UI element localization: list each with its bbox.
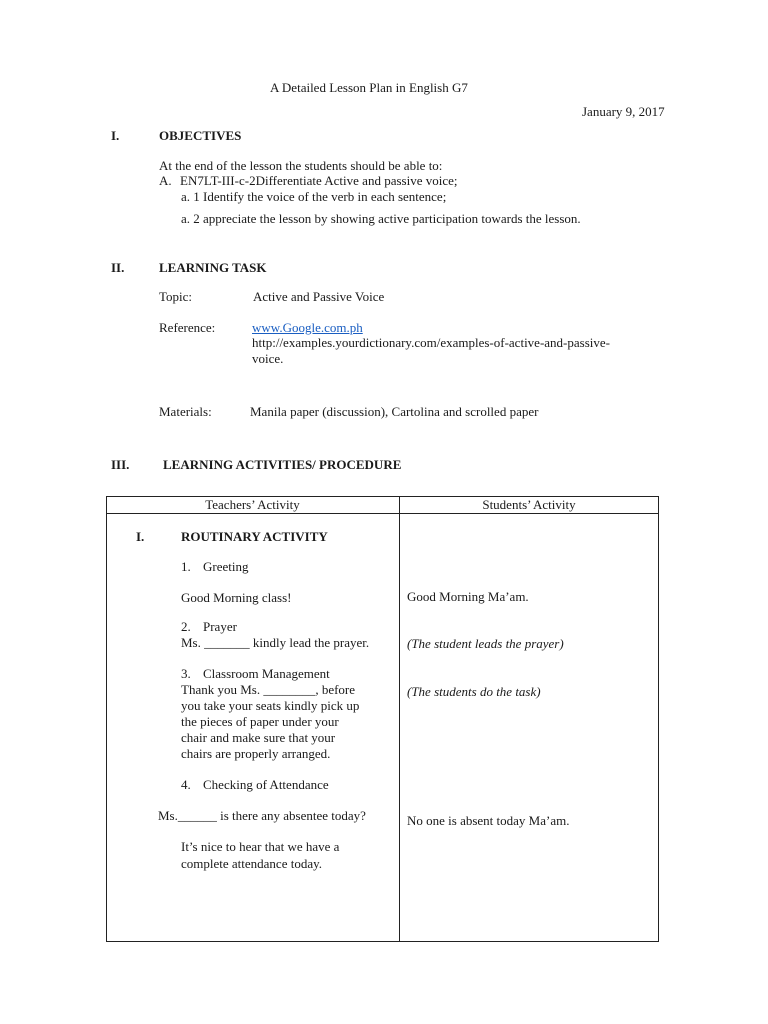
topic-label: Topic:: [159, 289, 193, 304]
management-line-5: chairs are properly arranged.: [181, 746, 331, 761]
objective-a-label: A.: [159, 173, 172, 188]
objectives-heading: OBJECTIVES: [159, 128, 242, 143]
table-border-left: [106, 496, 107, 942]
materials-value: Manila paper (discussion), Cartolina and scrolled paper: [250, 404, 539, 419]
routinary-number: I.: [136, 529, 145, 544]
prayer-number: 2.: [181, 619, 191, 634]
routinary-heading: ROUTINARY ACTIVITY: [181, 529, 328, 544]
attendance-label: Checking of Attendance: [203, 777, 329, 792]
prayer-teacher-line: Ms. _______ kindly lead the prayer.: [181, 635, 370, 650]
objective-sub-2: a. 2 appreciate the lesson by showing active participation towards the lesson.: [181, 211, 581, 226]
document-title: A Detailed Lesson Plan in English G7: [270, 80, 468, 95]
management-student-response: (The students do the task): [407, 684, 541, 699]
table-column-divider: [399, 496, 400, 942]
table-header-divider: [106, 513, 659, 514]
reference-url-line-2: voice.: [252, 351, 284, 366]
management-number: 3.: [181, 666, 191, 681]
table-header-student: Students’ Activity: [482, 497, 576, 512]
greeting-number: 1.: [181, 559, 191, 574]
topic-value: Active and Passive Voice: [253, 289, 385, 304]
prayer-label: Prayer: [203, 619, 237, 634]
learning-task-heading: LEARNING TASK: [159, 260, 267, 275]
management-line-4: chair and make sure that your: [181, 730, 336, 745]
attendance-student-response: No one is absent today Ma’am.: [407, 813, 570, 828]
management-line-2: you take your seats kindly pick up: [181, 698, 360, 713]
attendance-number: 4.: [181, 777, 191, 792]
reference-link[interactable]: www.Google.com.ph: [252, 320, 363, 335]
table-header-teacher: Teachers’ Activity: [205, 497, 300, 512]
objectives-intro: At the end of the lesson the students should be able to:: [159, 158, 443, 173]
reference-url-line-1: http://examples.yourdictionary.com/examples-of-active-and-passive-: [252, 335, 610, 350]
attendance-reply-line-1: It’s nice to hear that we have a: [181, 839, 340, 854]
table-border-bottom: [106, 941, 659, 942]
management-line-1: Thank you Ms. ________, before: [181, 682, 356, 697]
attendance-teacher-line: Ms.______ is there any absentee today?: [158, 808, 366, 823]
greeting-student-response: Good Morning Ma’am.: [407, 589, 529, 604]
objective-sub-1: a. 1 Identify the voice of the verb in each sentence;: [181, 189, 447, 204]
greeting-label: Greeting: [203, 559, 249, 574]
greeting-teacher-line: Good Morning class!: [181, 590, 292, 605]
learning-task-number: II.: [111, 260, 125, 275]
prayer-student-response: (The student leads the prayer): [407, 636, 564, 651]
reference-label: Reference:: [159, 320, 216, 335]
table-border-right: [658, 496, 659, 942]
attendance-reply-line-2: complete attendance today.: [181, 856, 323, 871]
document-date: January 9, 2017: [582, 104, 665, 119]
procedure-heading: LEARNING ACTIVITIES/ PROCEDURE: [163, 457, 402, 472]
materials-label: Materials:: [159, 404, 212, 419]
management-line-3: the pieces of paper under your: [181, 714, 339, 729]
objectives-number: I.: [111, 128, 120, 143]
management-label: Classroom Management: [203, 666, 330, 681]
procedure-number: III.: [111, 457, 130, 472]
objective-a-text: EN7LT-III-c-2Differentiate Active and passive voice;: [180, 173, 458, 188]
